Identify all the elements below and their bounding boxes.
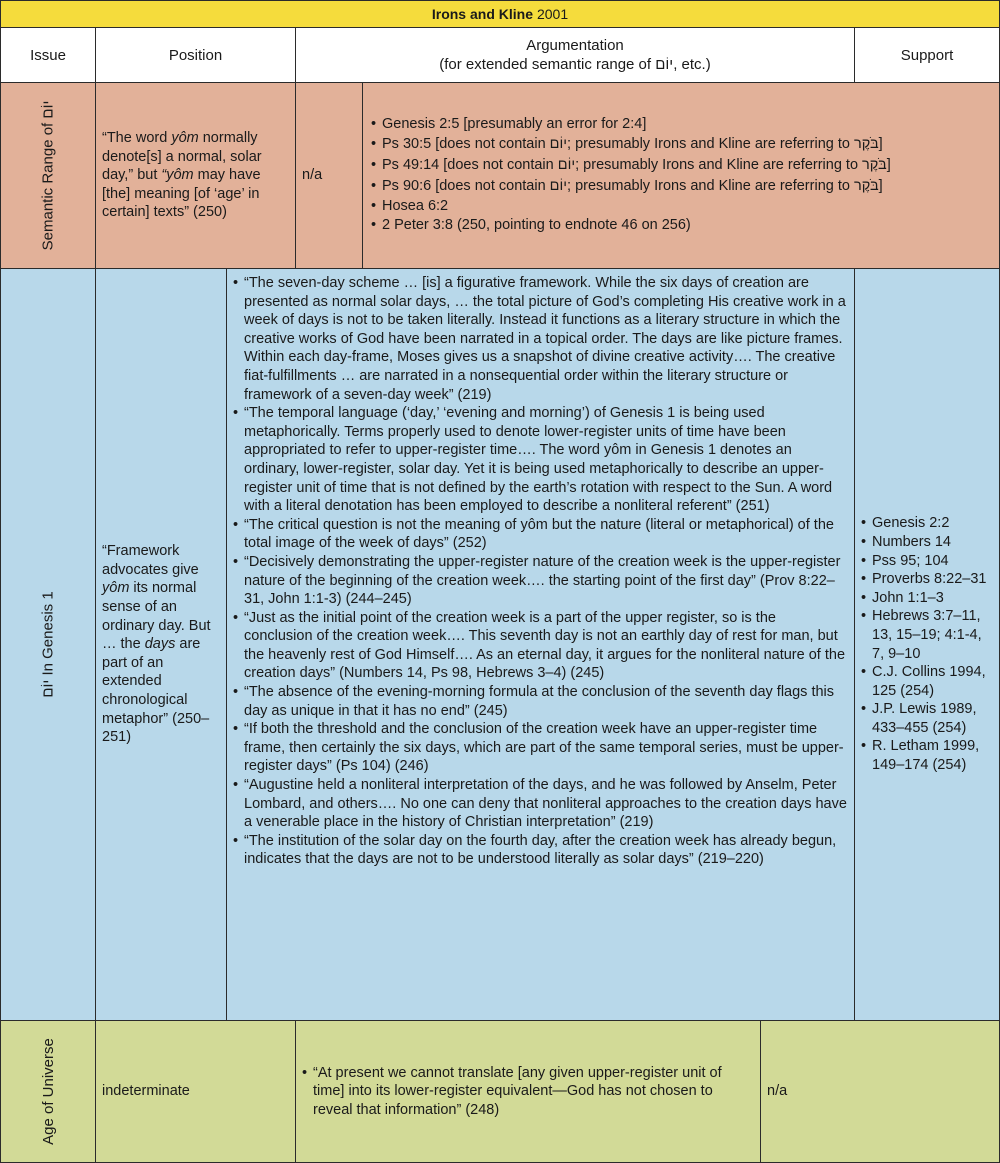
title-year: 2001 bbox=[536, 6, 569, 22]
header-issue bbox=[0, 27, 96, 83]
row2-support bbox=[854, 268, 1000, 1021]
list-item: • C.J. Collins 1994, 125 (254) bbox=[861, 663, 993, 700]
row3-issue bbox=[0, 1020, 96, 1163]
title-authors: Irons and Kline bbox=[431, 6, 533, 22]
row3-position-text: indeterminate bbox=[102, 1083, 190, 1100]
header-position-label: Position bbox=[168, 46, 223, 64]
list-item: • Pss 95; 104 bbox=[861, 552, 993, 571]
list-item: • “The critical question is not the meaning of yôm but the nature (literal or metaphorical) of the total image of the week of days” (252) bbox=[233, 516, 848, 553]
list-item: • Ps 30:5 [does not contain יוֹם; presumably Irons and Kline are referring to בֹּקֶר] bbox=[371, 135, 891, 154]
list-item: • John 1:1–3 bbox=[861, 589, 993, 608]
row1-position-text: “The word yôm normally denote[s] a normal, solar day,” but “yôm may have [the] meaning [of ‘age’ in certain] texts” (250) bbox=[102, 130, 262, 221]
list-item: • Hebrews 3:7–11, 13, 15–19; 4:1-4, 7, 9–10 bbox=[861, 607, 993, 663]
row3-support bbox=[760, 1020, 1000, 1163]
row1-support-list bbox=[371, 115, 891, 237]
row2-argumentation bbox=[226, 268, 855, 1021]
row1-issue-label: Semantic Range of יוֹם bbox=[39, 100, 57, 251]
list-item: • Genesis 2:5 [presumably an error for 2:4] bbox=[371, 115, 891, 134]
header-support bbox=[854, 27, 1000, 83]
list-item: • 2 Peter 3:8 (250, pointing to endnote 46 on 256) bbox=[371, 216, 891, 235]
header-argumentation-sub: (for extended semantic range of יוֹם, etc.) bbox=[439, 56, 711, 73]
row2-argumentation-list bbox=[233, 274, 848, 869]
list-item: • Hosea 6:2 bbox=[371, 197, 891, 216]
row3-support-text: n/a bbox=[767, 1083, 788, 1100]
row1-position bbox=[95, 82, 296, 269]
row1-argumentation bbox=[295, 82, 363, 269]
row1-issue bbox=[0, 82, 96, 269]
header-issue-label: Issue bbox=[30, 46, 66, 64]
list-item: • J.P. Lewis 1989, 433–455 (254) bbox=[861, 700, 993, 737]
row2-position-text: “Framework advocates give yôm its normal sense of an ordinary day. But … the days are part of an extended chronological metaphor” (250–251) bbox=[102, 543, 211, 746]
list-item: • Ps 49:14 [does not contain יוֹם; presumably Irons and Kline are referring to בֹּקֶר] bbox=[371, 156, 891, 175]
header-argumentation-label: Argumentation bbox=[526, 37, 624, 54]
header-support-label: Support bbox=[900, 46, 954, 64]
row3-position bbox=[95, 1020, 296, 1163]
list-item: • “Augustine held a nonliteral interpretation of the days, and he was followed by Anselm, Peter Lombard, and others…. No one can deny that nonliteral approaches to the creation days have a venerable place in the history of Christian interpretation” (219) bbox=[233, 776, 848, 832]
list-item: • “The seven-day scheme … [is] a figurative framework. While the six days of creation are presented as normal solar days, … the total picture of God’s completing His creative work in a week of days is not to be taken literally. Instead it functions as a literary structure in which the creative works of God have been narrated in a topical order. The days are like picture frames. Within each day-frame, Moses gives us a snapshot of divine creative activity…. The creative fiat-fulfillments … are narrated in a nonsequential order within the literary structure or framework of a seven-day week” (219) bbox=[233, 274, 848, 404]
row2-issue bbox=[0, 268, 96, 1021]
header-position bbox=[95, 27, 296, 83]
row1-support bbox=[362, 82, 1000, 269]
list-item: • “Decisively demonstrating the upper-register nature of the creation week is the upper-register nature of the beginning of the creation week…. the starting point of the first day” (Prov 8:22–31, John 1:1-3) (244–245) bbox=[233, 553, 848, 609]
list-item: • “The institution of the solar day on the fourth day, after the creation week has already begun, indicates that the days are not to be understood literally as solar days” (219–220) bbox=[233, 832, 848, 869]
row2-support-list bbox=[861, 514, 993, 774]
row3-argumentation-list bbox=[302, 1064, 754, 1120]
list-item: • “The temporal language (‘day,’ ‘evening and morning’) of Genesis 1 is being used metaphorically. Terms properly used to denote lower-register units of time have been appropriated to refer to upper-register time…. The word yôm in Genesis 1 denotes an ordinary, lower-register, solar day. Yet it is being used metaphorically to describe an upper-register unit of time that is not defined by the earth’s rotation with respect to the Sun. A word with a literal denotation has been employed to describe a nonliteral referent” (251) bbox=[233, 404, 848, 516]
list-item: • Genesis 2:2 bbox=[861, 514, 993, 533]
row1-argumentation-text: n/a bbox=[302, 167, 323, 184]
list-item: • Numbers 14 bbox=[861, 533, 993, 552]
row2-position bbox=[95, 268, 227, 1021]
row3-argumentation bbox=[295, 1020, 761, 1163]
row2-issue-label: יוֹם In Genesis 1 bbox=[39, 591, 57, 698]
table-title bbox=[0, 0, 1000, 28]
list-item: • “Just as the initial point of the creation week is a part of the upper register, so is the conclusion of the creation week…. This seventh day is not an earthly day of rest for man, but the heavenly rest of God Himself…. As an eternal day, it argues for the nonliteral nature of the creation days” (Numbers 14, Ps 98, Hebrews 3–4) (245) bbox=[233, 609, 848, 683]
list-item: • “The absence of the evening-morning formula at the conclusion of the seventh day flags this day as unique in that it has no end” (245) bbox=[233, 683, 848, 720]
list-item: • Ps 90:6 [does not contain יוֹם; presumably Irons and Kline are referring to בֹּקֶר] bbox=[371, 177, 891, 196]
list-item: • “At present we cannot translate [any given upper-register unit of time] into its lower-register equivalent—God has not chosen to reveal that information” (248) bbox=[302, 1064, 754, 1120]
row3-issue-label: Age of Universe bbox=[39, 1038, 57, 1145]
list-item: • R. Letham 1999, 149–174 (254) bbox=[861, 737, 993, 774]
list-item: • Proverbs 8:22–31 bbox=[861, 570, 993, 589]
list-item: • “If both the threshold and the conclusion of the creation week have an upper-register time frame, then certainly the six days, which are part of the same temporal series, must be upper-register days” (Ps 104) (246) bbox=[233, 720, 848, 776]
header-argumentation bbox=[295, 27, 855, 83]
